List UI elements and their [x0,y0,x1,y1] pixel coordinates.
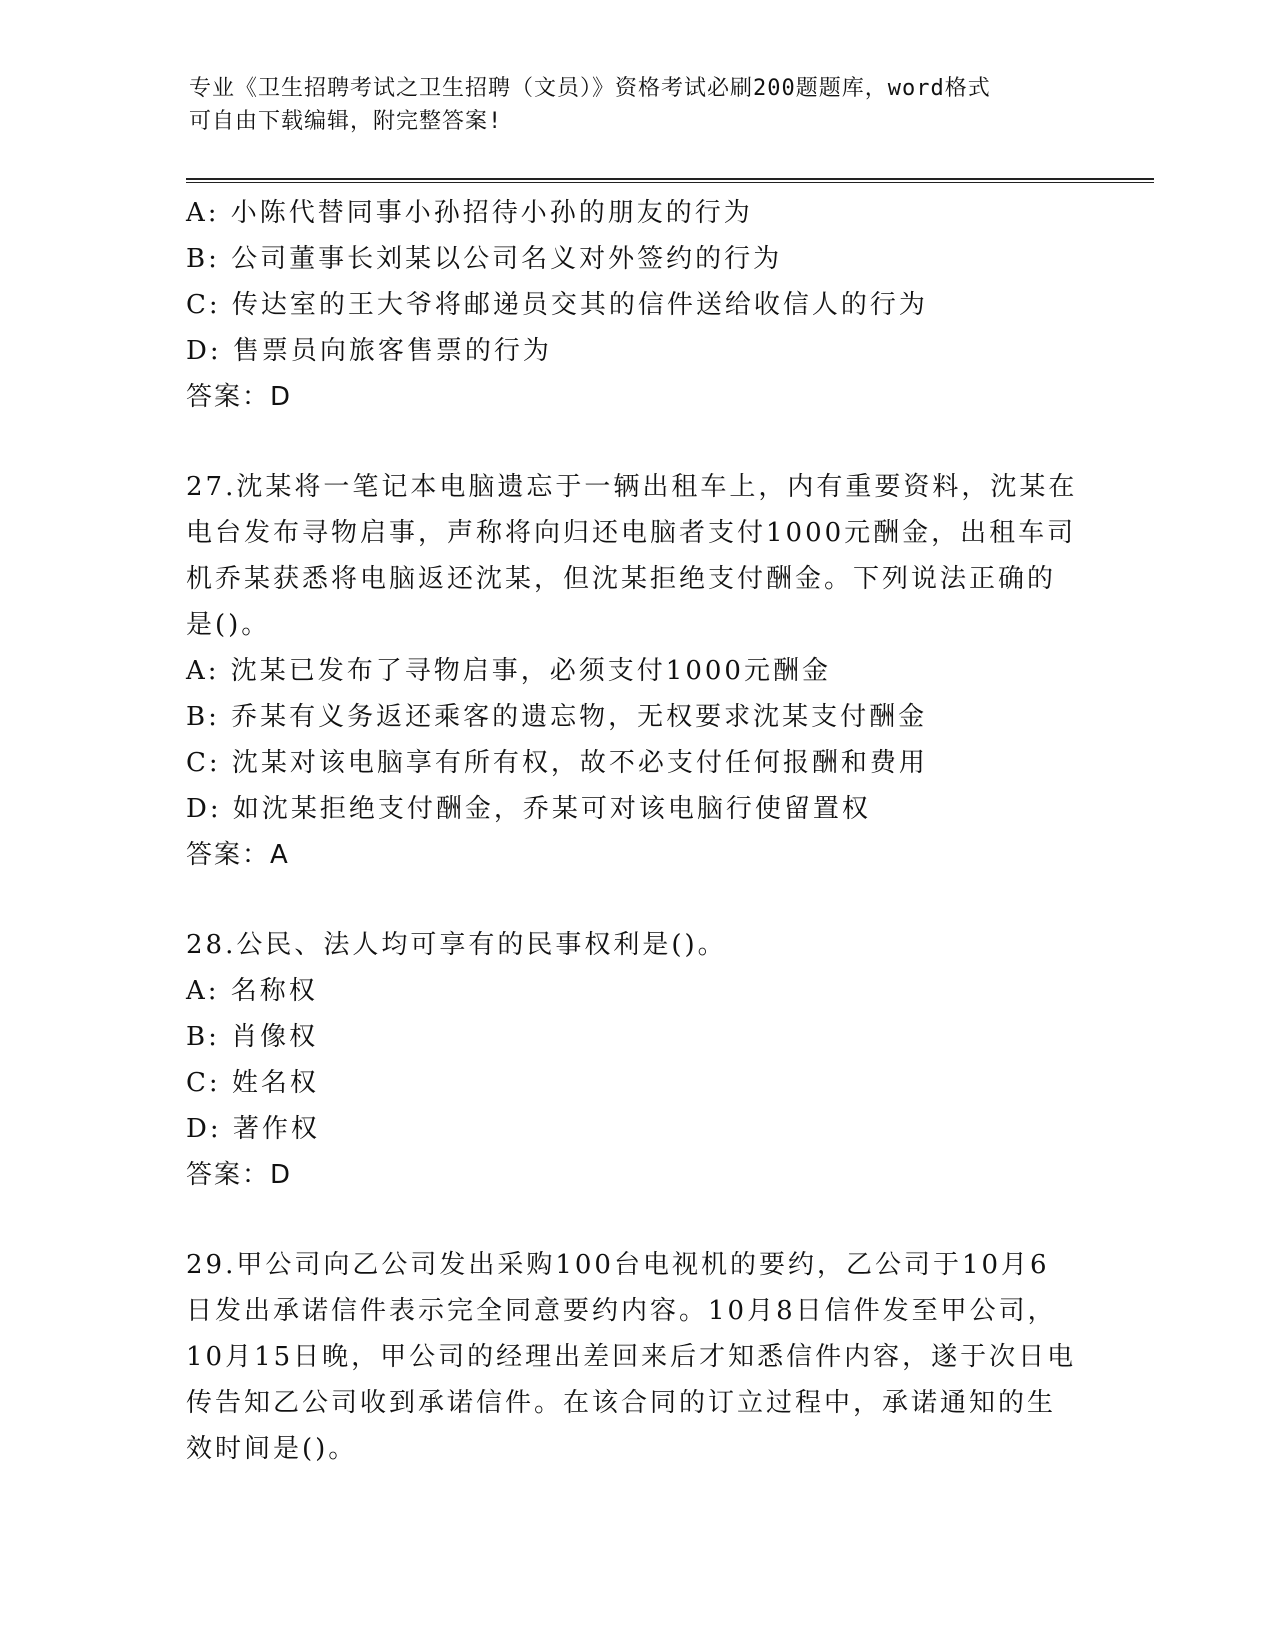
option-a: A: 名称权 [186,976,318,1006]
question-list [186,190,1086,1472]
answer: 答案：D [186,382,293,412]
option-c: C: 姓名权 [186,1068,319,1098]
header-title-line-1: 专业《卫生招聘考试之卫生招聘（文员）》资格考试必刷200题题库，word格式 [189,76,991,101]
document-header [189,72,1069,138]
option-b: B: 肖像权 [186,1022,319,1052]
answer: 答案：D [186,1160,293,1190]
question-28 [186,922,1086,1198]
option-c: C: 沈某对该电脑享有所有权，故不必支付任何报酬和费用 [186,748,928,778]
question-text-line: 效时间是()。 [186,1434,358,1464]
question-text-line: 10月15日晚，甲公司的经理出差回来后才知悉信件内容，遂于次日电 [186,1342,1077,1372]
question-text-line: 传告知乙公司收到承诺信件。在该合同的订立过程中，承诺通知的生 [186,1388,1057,1418]
header-divider [186,178,1154,183]
option-d: D: 售票员向旅客售票的行为 [186,336,552,366]
question-26 [186,190,1086,420]
header-title-line-2: 可自由下载编辑，附完整答案! [189,109,503,134]
option-a: A: 小陈代替同事小孙招待小孙的朋友的行为 [186,198,753,228]
question-text-line: 27.沈某将一笔记本电脑遗忘于一辆出租车上，内有重要资料，沈某在 [186,472,1078,502]
option-d: D: 如沈某拒绝支付酬金，乔某可对该电脑行使留置权 [186,794,871,824]
question-text-line: 电台发布寻物启事，声称将向归还电脑者支付1000元酬金，出租车司 [186,518,1077,548]
option-d: D: 著作权 [186,1114,320,1144]
answer: 答案：A [186,840,290,870]
question-text-line: 28.公民、法人均可享有的民事权利是()。 [186,930,727,960]
question-text-line: 日发出承诺信件表示完全同意要约内容。10月8日信件发至甲公司， [186,1296,1057,1326]
option-a: A: 沈某已发布了寻物启事，必须支付1000元酬金 [186,656,831,686]
option-c: C: 传达室的王大爷将邮递员交其的信件送给收信人的行为 [186,290,928,320]
option-b: B: 公司董事长刘某以公司名义对外签约的行为 [186,244,783,274]
option-b: B: 乔某有义务返还乘客的遗忘物，无权要求沈某支付酬金 [186,702,928,732]
question-text-line: 29.甲公司向乙公司发出采购100台电视机的要约，乙公司于10月6 [186,1250,1050,1280]
question-text-line: 是()。 [186,610,271,640]
question-text-line: 机乔某获悉将电脑返还沈某，但沈某拒绝支付酬金。下列说法正确的 [186,564,1057,594]
question-27 [186,464,1086,878]
question-29 [186,1242,1086,1472]
